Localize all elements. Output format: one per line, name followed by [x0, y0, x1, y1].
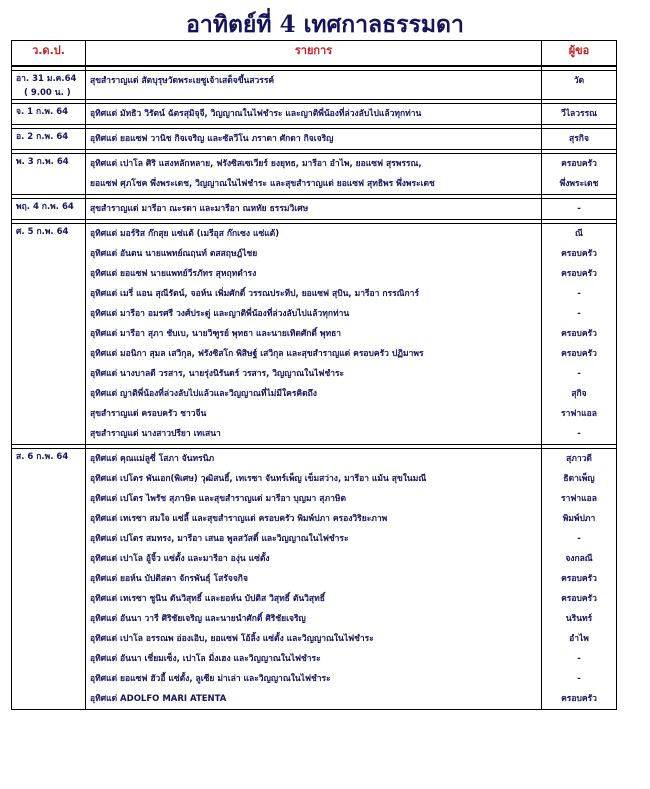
intention-text: อุทิศแด่ เปโตร ไพรัช สุภาษิต และสุขสำราญแด่ มารีอา บุญมา สุภาษิต [90, 494, 346, 504]
date-cell [12, 104, 86, 125]
items-cell [86, 224, 542, 445]
requester-text: ณี [575, 229, 583, 239]
date-cell [12, 224, 86, 445]
items-cell [86, 104, 542, 125]
requester-text: นรินทร์ [565, 614, 593, 624]
requester-text: - [577, 429, 581, 439]
date-text: ศ. 5 ก.พ. 64 [16, 227, 69, 237]
intention-text: อุทิศแด่ เปโตร พันเอก(พิเศษ) วุฒิสนธิ์, เทเรซา จันทร์เพ็ญ เข็มสว่าง, มารีอา แม้น สุขในมณี [90, 474, 427, 484]
date-text: ส. 6 ก.พ. 64 [16, 452, 69, 462]
requester-text: ครอบครัว [561, 694, 597, 704]
requester-text: ราฟาแอล [561, 494, 597, 504]
date-text: จ. 1 ก.พ. 64 [16, 107, 69, 117]
schedule-row [12, 154, 617, 195]
schedule-row [12, 104, 617, 125]
intention-text: อุทิศแด่ ADOLFO MARI ATENTA [90, 694, 227, 704]
header-items: รายการ [86, 41, 542, 67]
date-time-text: ( 9.00 น. ) [24, 88, 71, 98]
intention-text: อุทิศแด่ เทเรซา สมใจ แซ่ลี้ และสุขสำราญแด่ ครอบครัว พิมพ์ปภา ครองวิริยะภาพ [90, 514, 388, 524]
requester-text: ครอบครัว [561, 159, 597, 169]
items-cell [86, 199, 542, 220]
intention-text: อุทิศแด่ มอนิกา สุมล เสวิกุล, ฟรังซิสโก พิสิษฐ์ เสวิกุล และสุขสำราญแด่ ครอบครัว ปฏิมาพร [90, 349, 424, 359]
items-cell [86, 449, 542, 710]
intention-text: สุขสำราญแด่ ครอบครัว ชาวจีน [90, 409, 207, 419]
requester-text: ครอบครัว [561, 594, 597, 604]
requester-cell [542, 224, 617, 445]
requester-text: ธิดาเพ็ญ [563, 474, 595, 484]
date-cell [12, 71, 86, 100]
intention-text: อุทิศแด่ ยอห์น บัปติสตา จักรพันธุ์ โสรัจจกิจ [90, 574, 248, 584]
requester-text: จงกลณี [565, 554, 593, 564]
requester-text: - [577, 289, 581, 299]
requester-text: ครอบครัว [561, 349, 597, 359]
date-text: อา. 31 ม.ค.64 [16, 74, 77, 84]
requester-cell [542, 154, 617, 195]
requester-text: - [577, 204, 581, 214]
intention-text: อุทิศแด่ มัทธิว วิรัตน์ ฉัตรสุมิจุจี, วิญญาณในไฟชำระ และญาติพี่น้องที่ล่วงลับไปแล้วทุกท่าน [90, 109, 422, 119]
intention-text: อุทิศแด่ ยอแซฟ ฮัวอี้ แซ่ตั้ง, ลูเซีย ม่าเล่า และวิญญาณในไฟชำระ [90, 674, 331, 684]
intention-text: สุขสำราญแด่ นางสาวปรียา เทเสนา [90, 429, 221, 439]
intention-text: อุทิศแด่ เปาโล ศิริ แสงหลักหลาย, ฟรังซิสเซเวียร์ ยงยุทธ, มารีอา อำไพ, ยอแซฟ สุรพรรณ, [90, 159, 422, 169]
intention-text: อุทิศแด่ เปาโล อรรณพ อ่องเอิบ, ยอแซฟ โอ้ลิ้ง แซ่ตั้ง และวิญญาณในไฟชำระ [90, 634, 374, 644]
requester-text: ครอบครัว [561, 329, 597, 339]
items-cell [86, 154, 542, 195]
intention-text: อุทิศแด่ เปาโล อู้จิ้ว แซ่ตั้ง และมารีอา องุ่น แซ่ตั้ง [90, 554, 270, 564]
date-cell [12, 129, 86, 150]
requester-text: อำไพ [569, 634, 589, 644]
intention-text: สุขสำราญแด่ มารีอา ณะรดา และมารีอา ณหทัย ธรรมวิเศษ [90, 204, 309, 214]
requester-text: วีไลวรรณ [560, 109, 598, 119]
date-cell [12, 449, 86, 710]
intention-text: อุทิศแด่ มอร์ริส ก๊กสุย แซ่แต้ (เมรีอุส ก๊กเซง แซ่แต้) [90, 229, 280, 239]
items-cell [86, 129, 542, 150]
requester-text: สุภาวดี [566, 454, 592, 464]
schedule-row [12, 199, 617, 220]
requester-text: พิมพ์ปภา [562, 514, 596, 524]
intention-text: อุทิศแด่ ยอแซฟ นายแพทย์วีรภัทร สุหฤทดำรง [90, 269, 257, 279]
requester-text: สุรกิจ [569, 134, 589, 144]
requester-cell [542, 129, 617, 150]
header-date: ว.ด.ป. [12, 41, 86, 67]
date-cell [12, 154, 86, 195]
intention-text: อุทิศแด่ เมรี่ แอน สุณีรัตน์, จอห์น เพิ่มศักดิ์ วรรณประทีป, ยอแซฟ สุบิน, มารีอา กรรณิการ์ [90, 289, 420, 299]
requester-text: - [577, 654, 581, 664]
intention-text: อุทิศแด่ ญาติพี่น้องที่ล่วงลับไปแล้วและวิญญาณที่ไม่มีใครคิดถึง [90, 389, 317, 399]
requester-text: ราฟาแอล [561, 409, 597, 419]
intention-text: อุทิศแด่ มารีอา สุภา ชับเบ, นายวิฑูรย์ พุทธา และนายเทิดศักดิ์ พุทธา [90, 329, 342, 339]
date-text: อ. 2 ก.พ. 64 [16, 132, 69, 142]
date-text: พฤ. 4 ก.พ. 64 [16, 202, 74, 212]
requester-text: - [577, 674, 581, 684]
requester-cell [542, 199, 617, 220]
requester-text: - [577, 309, 581, 319]
table-header-row [12, 41, 617, 67]
date-text: พ. 3 ก.พ. 64 [16, 157, 69, 167]
requester-text: ครอบครัว [561, 574, 597, 584]
schedule-row [12, 71, 617, 100]
intention-text: อุทิศแด่ เทเรซา ชูนิน ตันวิสุทธิ์ และยอห์น บัปติส วิสุทธิ์ ตันวิสุทธิ์ [90, 594, 325, 604]
requester-text: วัด [573, 76, 585, 86]
requester-text: - [577, 369, 581, 379]
mass-intention-table [11, 40, 617, 710]
requester-text: พึ่งพระเดช [559, 179, 599, 189]
intention-text: อุทิศแด่ นางบาลดี วรสาร, นายรุ่งนิรันดร์ วรสาร, วิญญาณในไฟชำระ [90, 369, 345, 379]
header-requester: ผู้ขอ [542, 41, 617, 67]
schedule-row [12, 224, 617, 445]
intention-text: อุทิศแด่ มารีอา อมรศรี วงศ์ประดู่ และญาติพี่น้องที่ล่วงลับไปแล้วทุกท่าน [90, 309, 350, 319]
items-cell [86, 71, 542, 100]
intention-text: อุทิศแด่ อันนา เชี่ยมเซ็ง, เปาโล มิ่งเฮง และวิญญาณในไฟชำระ [90, 654, 321, 664]
requester-text: - [577, 534, 581, 544]
intention-text: อุทิศแด่ อันนา วารี ศิริชัยเจริญ และนายนำศักดิ์ ศิริชัยเจริญ [90, 614, 306, 624]
intention-text: สุขสำราญแด่ สัตบุรุษวัดพระเยซูเจ้าเสด็จขึ้นสวรรค์ [90, 76, 275, 86]
requester-text: สุกิจ [571, 389, 587, 399]
intention-text: อุทิศแด่ ยอแซฟ วานิช กิจเจริญ และซัลวีโน ภราดา ศักดา กิจเจริญ [90, 134, 334, 144]
requester-text: ครอบครัว [561, 269, 597, 279]
requester-cell [542, 449, 617, 710]
intention-text: อุทิศแด่ เปโตร สมทรง, มารีอา เสนอ พูลสวัสดิ์ และวิญญาณในไฟชำระ [90, 534, 349, 544]
schedule-row [12, 449, 617, 710]
schedule-row [12, 129, 617, 150]
intention-text: ยอแซฟ ศุภโชค พึ่งพระเดช, วิญญาณในไฟชำระ และสุขสำราญแด่ ยอแซฟ สุทธิพร พึ่งพระเดช [90, 179, 435, 189]
requester-cell [542, 71, 617, 100]
date-cell [12, 199, 86, 220]
intention-text: อุทิศแด่ คุณแม่ลูซี่ โสภา จันทรนิภ [90, 454, 215, 464]
requester-text: ครอบครัว [561, 249, 597, 259]
intention-text: อุทิศแด่ อันตน นายแพทย์ณฤนท์ ตสสฤษฎ์ไชย [90, 249, 258, 259]
requester-cell [542, 104, 617, 125]
page-title: อาทิตย์ที่ 4 เทศกาลธรรมดา [186, 11, 464, 38]
